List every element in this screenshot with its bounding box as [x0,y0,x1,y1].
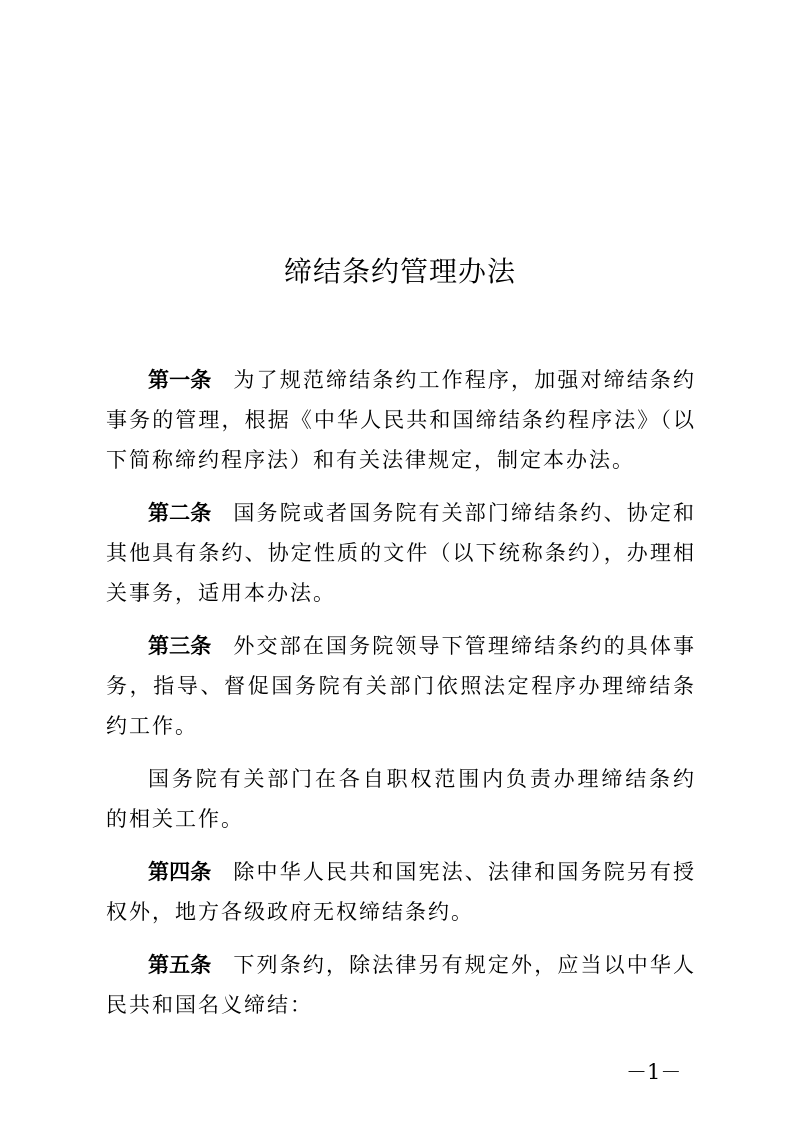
article-1-heading: 第一条 [148,368,212,392]
article-2-paragraph [106,493,696,613]
article-3-heading: 第三条 [148,634,212,658]
article-3-text: 外交部在国务院领导下管理缔结条约的具体事务，指导、督促国务院有关部门依照法定程序办理缔结条约工作。 [106,634,697,738]
article-4-text: 除中华人民共和国宪法、法律和国务院另有授权外，地方各级政府无权缔结条约。 [106,860,697,924]
article-4-heading: 第四条 [148,860,212,884]
article-4-paragraph [106,852,696,932]
article-2-heading: 第二条 [148,501,212,525]
article-1-paragraph [106,360,696,480]
article-3-subparagraph-text: 国务院有关部门在各自职权范围内负责办理缔结条约的相关工作。 [106,767,696,831]
document-body [106,360,696,1038]
article-5-heading: 第五条 [148,953,212,977]
article-1-text: 为了规范缔结条约工作程序，加强对缔结条约事务的管理，根据《中华人民共和国缔结条约程序法》（以下简称缔约程序法）和有关法律规定，制定本办法。 [106,368,697,472]
page-number: －1－ [626,1060,682,1084]
document-title: 缔结条约管理办法 [283,255,516,288]
article-5-text: 下列条约，除法律另有规定外，应当以中华人民共和国名义缔结： [106,953,697,1017]
article-5-paragraph [106,945,696,1025]
article-3-paragraph [106,626,696,746]
article-3-subparagraph [106,759,696,839]
article-2-text: 国务院或者国务院有关部门缔结条约、协定和其他具有条约、协定性质的文件（以下统称条约），办理相关事务，适用本办法。 [106,501,697,605]
